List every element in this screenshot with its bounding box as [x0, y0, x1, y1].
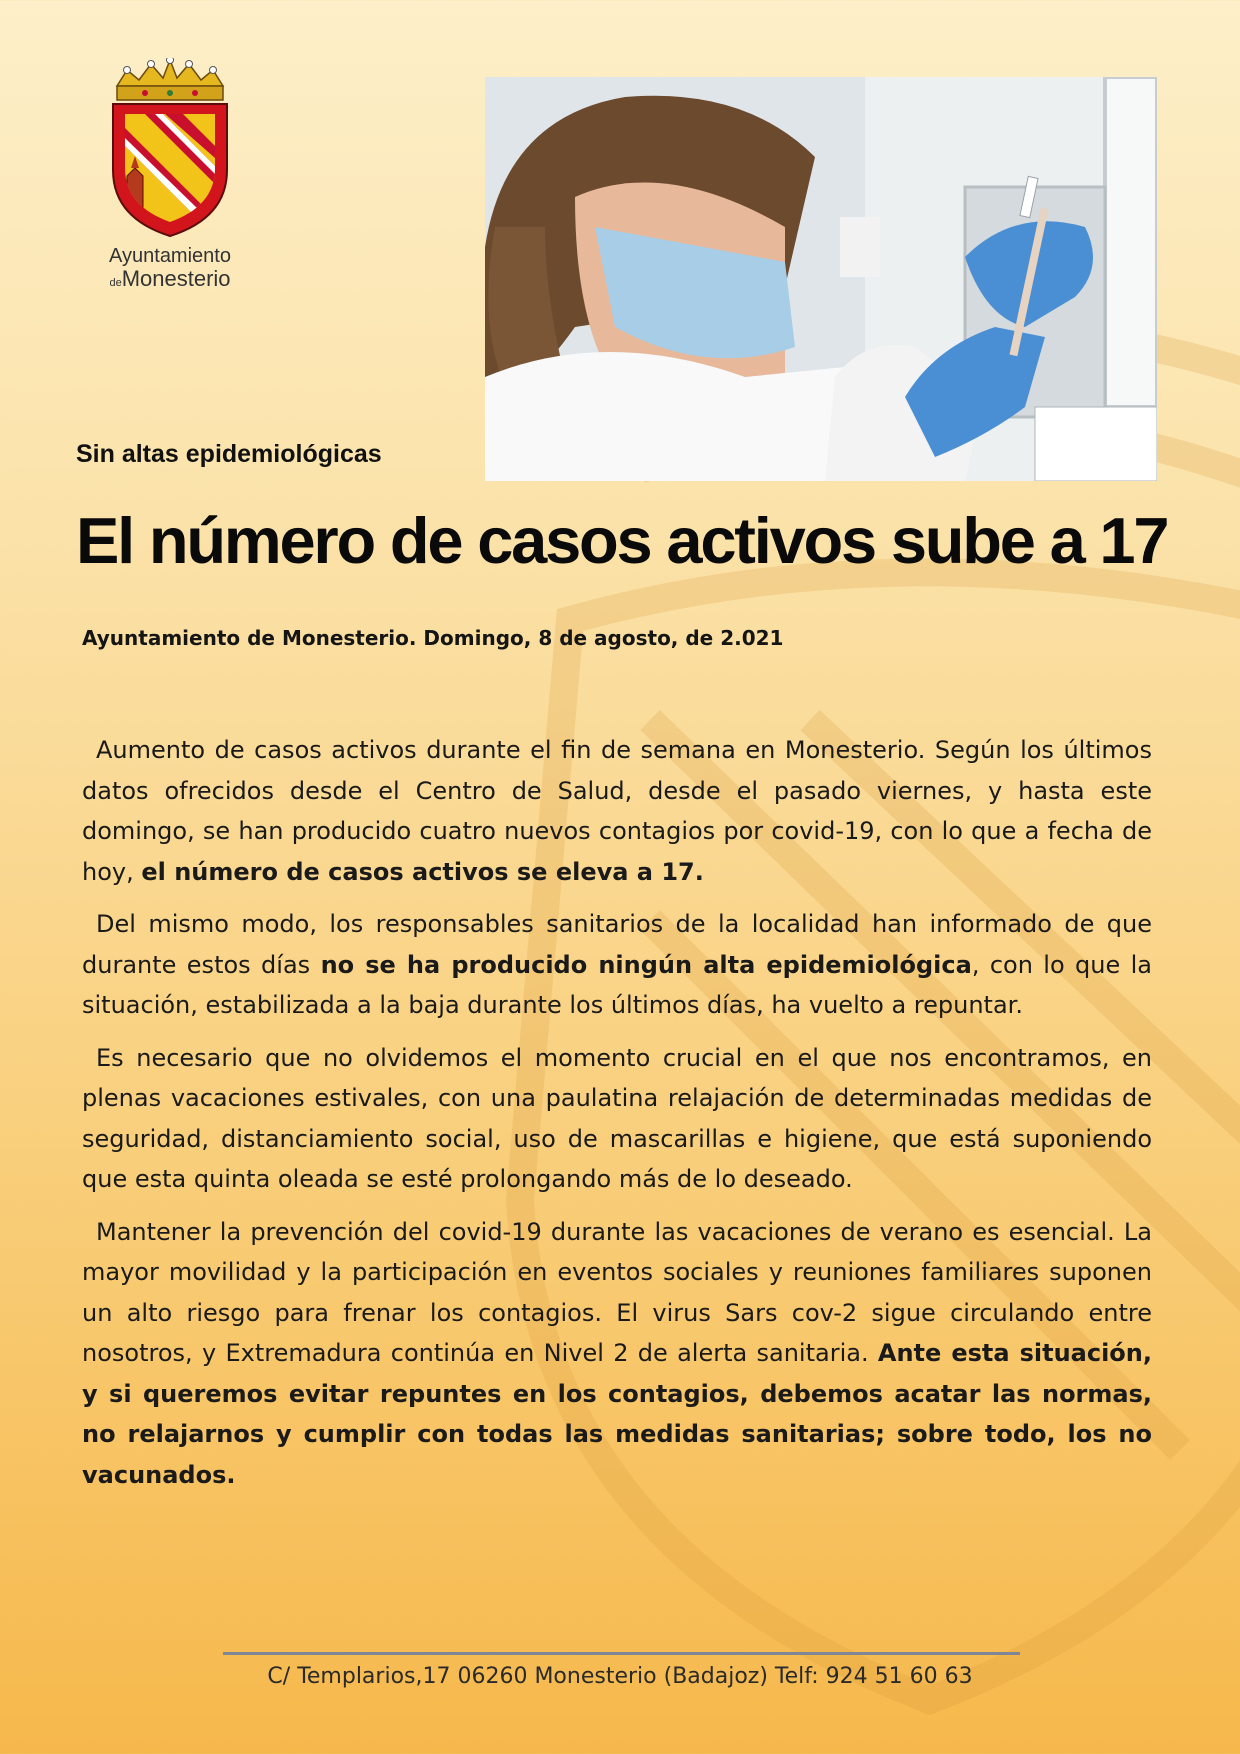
paragraph-2	[82, 904, 1152, 1026]
logo-line2: Monesterio	[121, 266, 231, 291]
paragraph-4-text: Mantener la prevención del covid-19 durante las vacaciones de verano es esencial. La mayor movilidad y la participación en eventos sociales y reuniones familiares suponen un alto riesgo para frenar los contagios. El virus Sars cov-2 sigue circulando entre nosotros, y Extremadura continúa en Nivel 2 de alerta sanitaria.	[82, 1217, 1152, 1367]
paragraph-1-text: Aumento de casos activos durante el fin de semana en Monesterio. Según los últimos datos ofrecidos desde el Centro de Salud, desde el pasado viernes, y hasta este domingo, se han producido cuatro nuevos contagios por covid-19, con lo que a fecha de hoy,	[82, 736, 1152, 886]
paragraph-2-text-before: Del mismo modo, los responsables sanitarios de la localidad han informado de que durante estos días	[82, 910, 1152, 979]
paragraph-1-bold: el número de casos activos se eleva a 17.	[141, 857, 704, 886]
article-dateline: Ayuntamiento de Monesterio. Domingo, 8 de agosto, de 2.021	[82, 626, 784, 650]
logo-line2-prefix: de	[109, 277, 122, 289]
logo-line1: Ayuntamiento	[109, 245, 231, 267]
paragraph-4-bold: Ante esta situación, y si queremos evitar repuntes en los contagios, debemos acatar las normas, no relajarnos y cumplir con todas las medidas sanitarias; sobre todo, los no vacunados.	[82, 1339, 1153, 1489]
paragraph-3	[82, 1038, 1152, 1200]
article-body	[82, 730, 1152, 1507]
coat-of-arms-icon	[105, 58, 235, 238]
footer-address: C/ Templarios,17 06260 Monesterio (Badajoz) Telf: 924 51 60 63	[267, 1664, 973, 1689]
nurse-vaccine-photo	[485, 77, 1157, 481]
municipal-logo	[95, 58, 245, 290]
article-headline: El número de casos activos sube a 17	[76, 504, 1168, 577]
paragraph-3-text: Es necesario que no olvidemos el momento crucial en el que nos encontramos, en plenas vacaciones estivales, con una paulatina relajación de determinadas medidas de seguridad, distanciamiento social, uso de mascarillas e higiene, que está suponiendo que esta quinta oleada se esté prolongando más de lo deseado.	[82, 1043, 1152, 1193]
footer-divider	[223, 1652, 1020, 1655]
paragraph-1	[82, 730, 1152, 892]
article-kicker: Sin altas epidemiológicas	[76, 440, 382, 468]
paragraph-4	[82, 1212, 1152, 1496]
paragraph-2-bold: no se ha producido ningún alta epidemiológica	[320, 950, 972, 979]
paragraph-2-text-after: , con lo que la situación, estabilizada a la baja durante los últimos días, ha vuelto a repuntar.	[82, 950, 1153, 1019]
